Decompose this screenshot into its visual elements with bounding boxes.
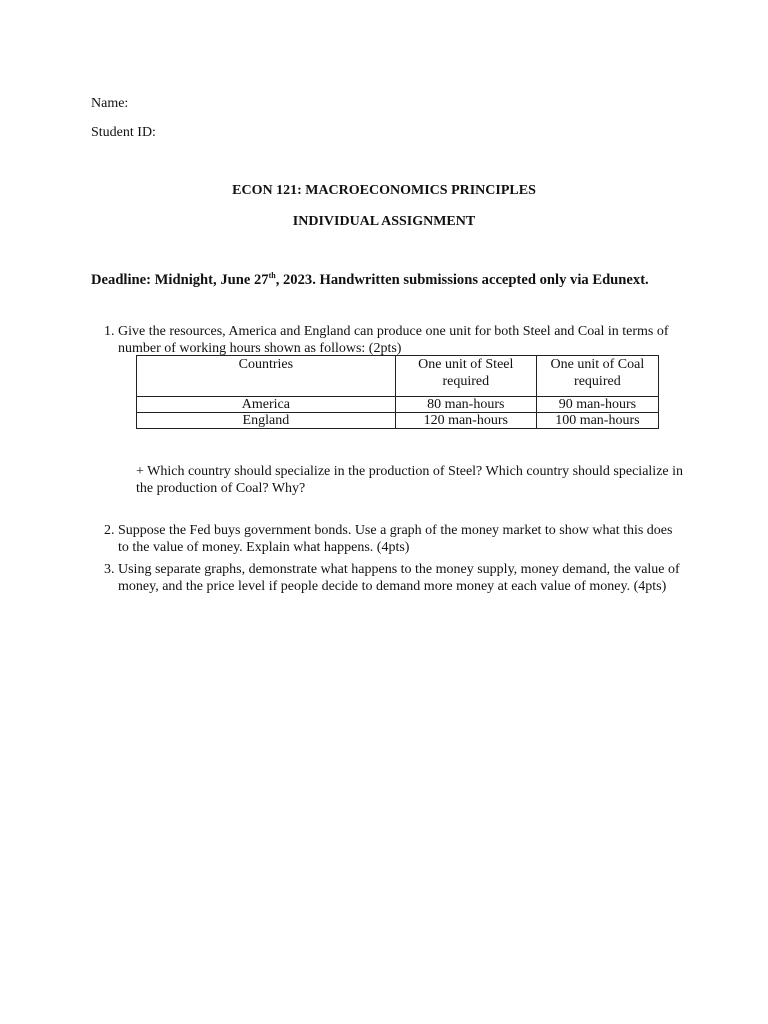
table-cell: America: [137, 397, 396, 413]
question-line: number of working hours shown as follows: (2pts): [118, 341, 402, 356]
course-title: ECON 121: MACROECONOMICS PRINCIPLES: [232, 183, 536, 198]
deadline: [91, 272, 649, 289]
question-number: 2.: [104, 523, 115, 538]
name-label: Name:: [91, 96, 129, 111]
question-line: Give the resources, America and England can produce one unit for both Steel and Coal in terms of: [118, 324, 669, 339]
question-number: 3.: [104, 562, 115, 577]
question-text: [118, 561, 684, 595]
table-header-cell: One unit of Steel required: [395, 356, 536, 397]
table-header-cell: One unit of Coal required: [536, 356, 658, 397]
resource-table: [136, 355, 659, 429]
question-line: money, and the price level if people decide to demand more money at each value of money. (4pts): [118, 579, 667, 594]
table-cell: 120 man-hours: [395, 413, 536, 429]
assignment-title: INDIVIDUAL ASSIGNMENT: [292, 214, 476, 229]
table-header-cell: Countries: [137, 356, 396, 397]
question-line: Using separate graphs, demonstrate what happens to the money supply, money demand, the value of: [118, 562, 680, 577]
followup-line: the production of Coal? Why?: [136, 481, 306, 496]
table-row: [137, 397, 659, 413]
table-cell: 80 man-hours: [395, 397, 536, 413]
student-id-label: Student ID:: [91, 125, 156, 140]
deadline-ordinal: th: [268, 271, 276, 280]
table-header-row: [137, 356, 659, 397]
question-line: to the value of money. Explain what happens. (4pts): [118, 540, 410, 555]
deadline-suffix: , 2023. Handwritten submissions accepted only via Edunext.: [275, 272, 649, 288]
question-text: [118, 323, 684, 357]
question-number: 1.: [104, 324, 115, 339]
question-1-followup: [136, 463, 683, 497]
table-row: [137, 413, 659, 429]
deadline-prefix: Deadline: Midnight, June 27: [91, 272, 269, 288]
followup-line: + Which country should specialize in the production of Steel? Which country should specialize in: [136, 464, 684, 479]
table-cell: England: [137, 413, 396, 429]
table-cell: 90 man-hours: [536, 397, 658, 413]
question-line: Suppose the Fed buys government bonds. Use a graph of the money market to show what this does: [118, 523, 673, 538]
question-text: [118, 522, 684, 556]
table-cell: 100 man-hours: [536, 413, 658, 429]
